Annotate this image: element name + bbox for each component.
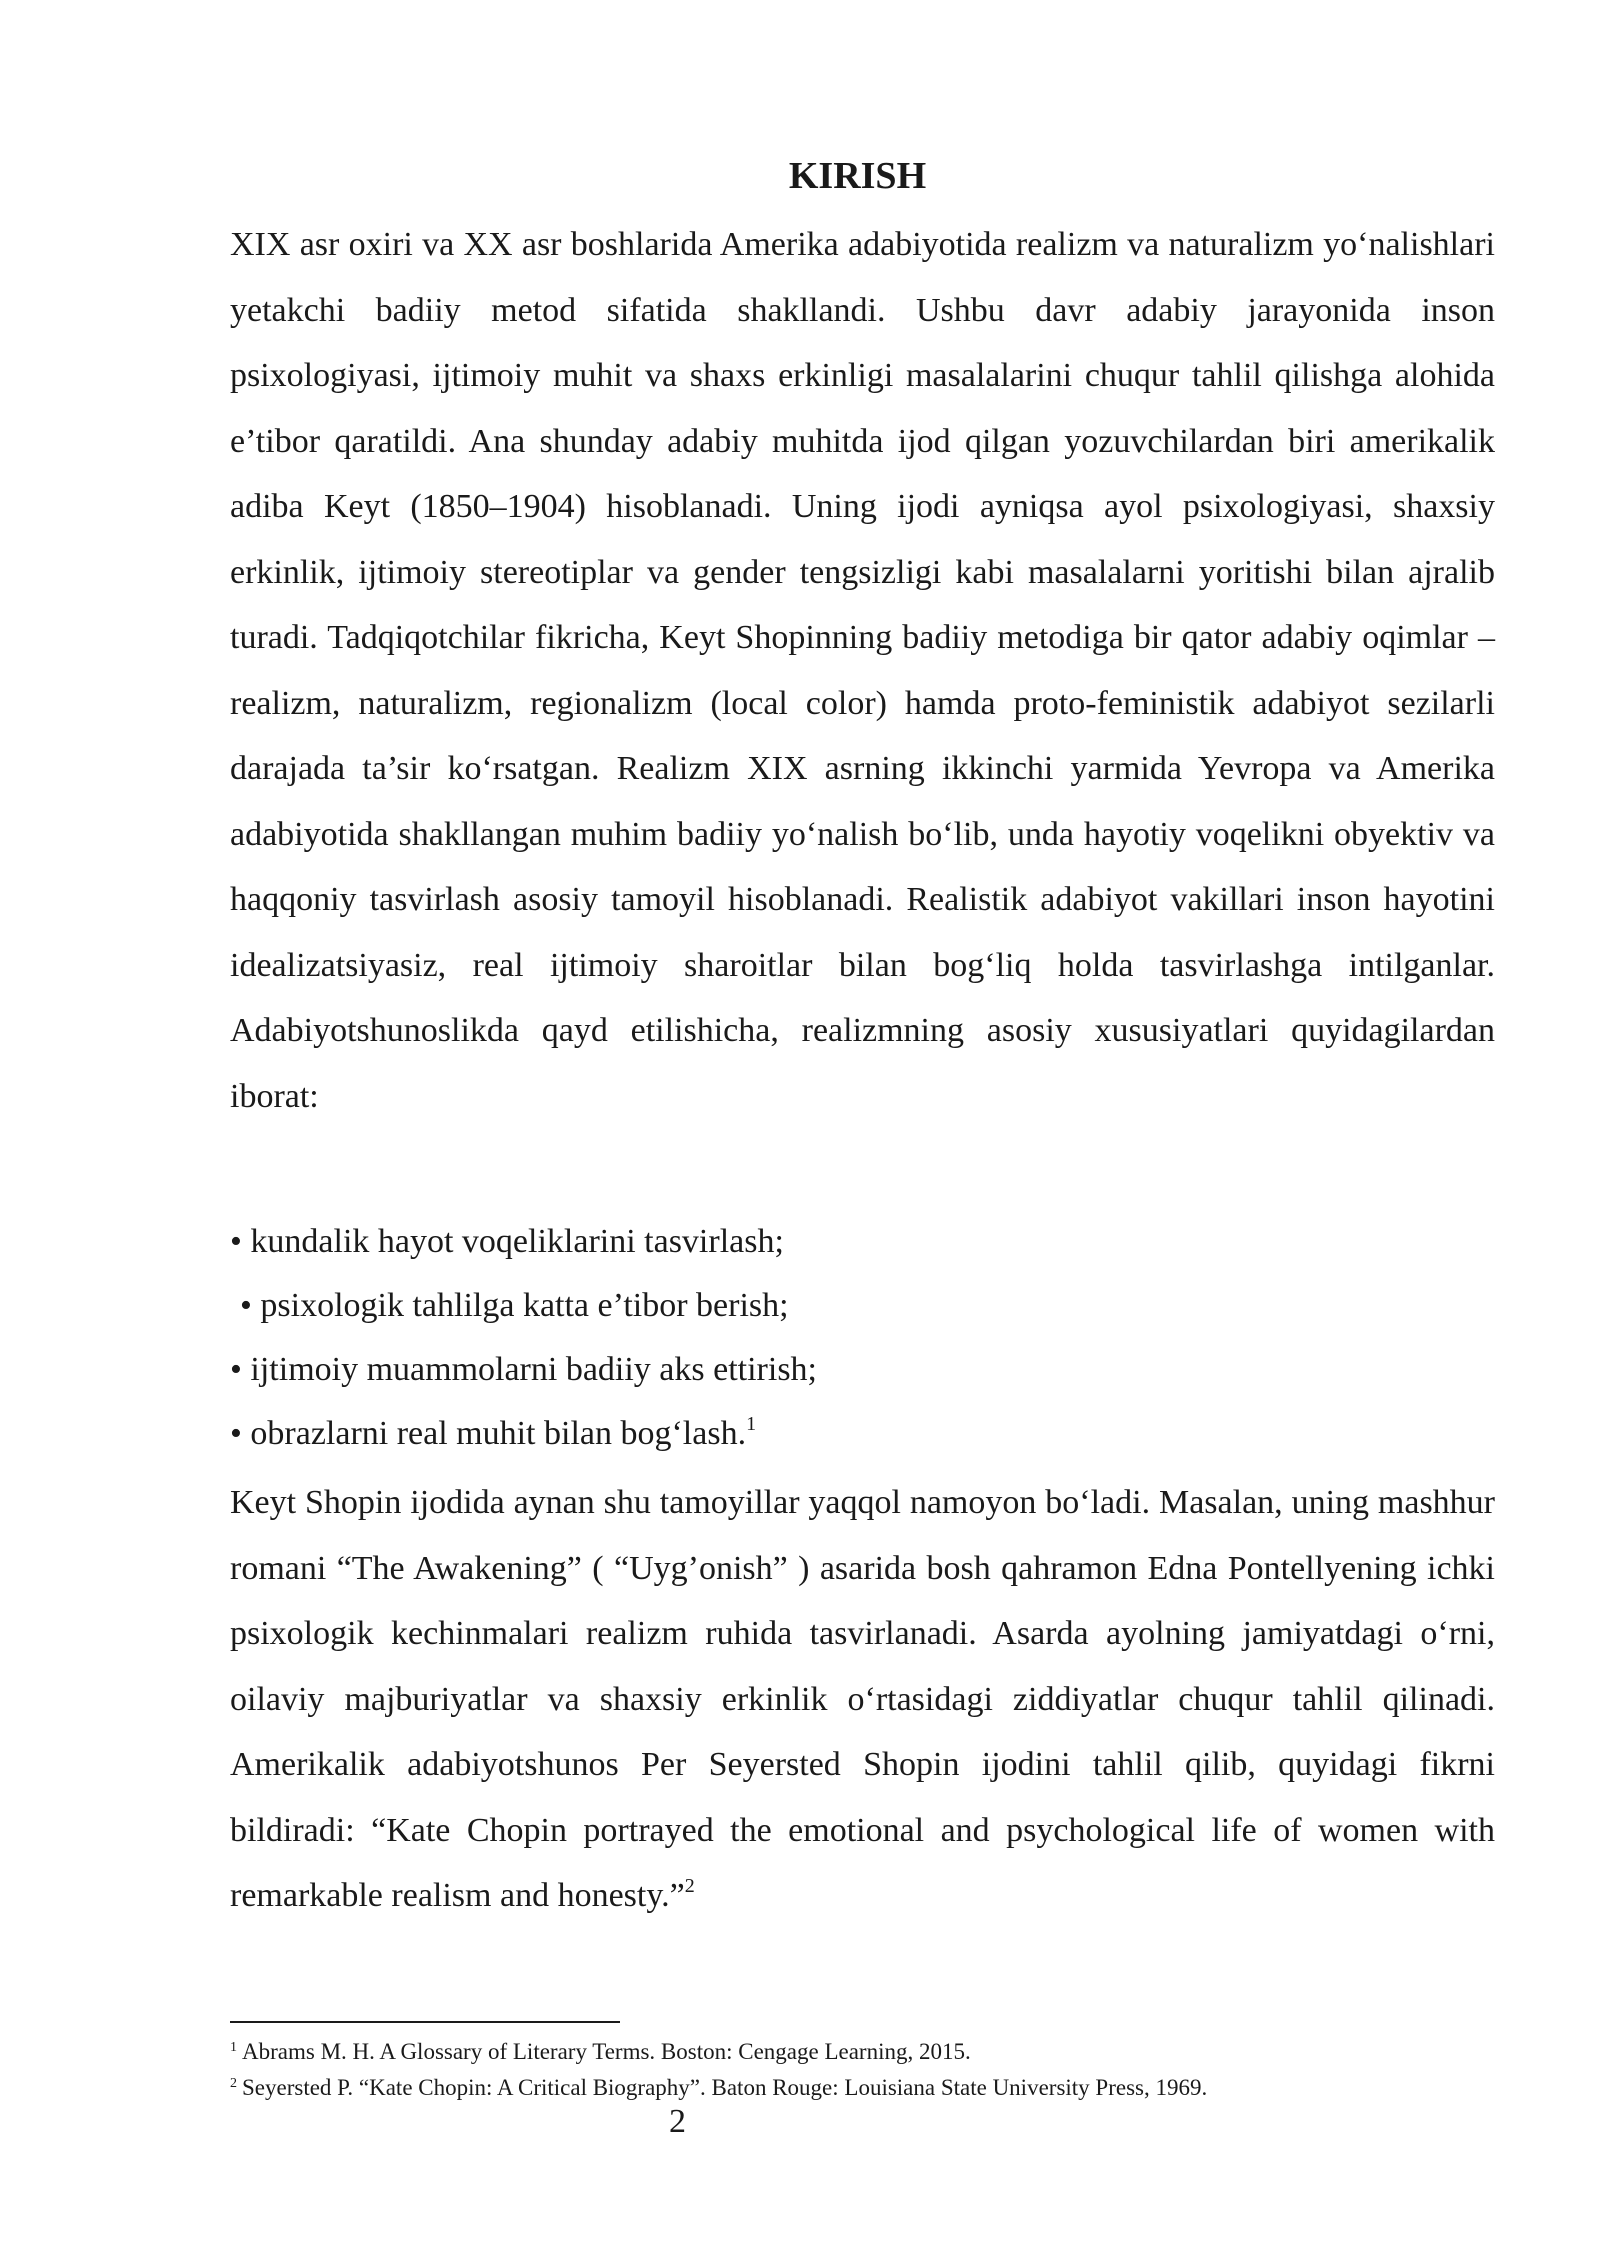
- realism-features-list: [230, 1210, 1495, 1470]
- footnote-ref-2[interactable]: 2: [684, 1875, 695, 1897]
- paragraph-1-text: XIX asr oxiri va XX asr boshlarida Amerika adabiyotida realizm va naturalizm yo‘nalishlari yetakchi badiiy metod sifatida shakllandi. Ushbu davr adabiy jarayonida inson psixologiyasi, ijtimoiy muhit va shaxs erkinligi masalalarini chuqur tahlil qilishga alohida e’tibor qaratildi. Ana shunday adabiy muhitda ijod qilgan yozuvchilardan biri amerikalik adiba Keyt (1850–1904) hisoblanadi. Uning ijodi ayniqsa ayol psixologiyasi, shaxsiy erkinlik, ijtimoiy stereotiplar va gender tengsizligi kabi masalalarni yoritishi bilan ajralib turadi. Tadqiqotchilar fikricha, Keyt Shopinning badiiy metodiga bir qator adabiy oqimlar – realizm, naturalizm, regionalizm (local color) hamda proto-feministik adabiyot sezilarli darajada ta’sir ko‘rsatgan. Realizm XIX asrning ikkinchi yarmida Yevropa va Amerika adabiyotida shakllangan muhim badiiy yo‘nalish bo‘lib, unda hayotiy voqelikni obyektiv va haqqoniy tasvirlash asosiy tamoyil hisoblanadi. Realistik adabiyot vakillari inson hayotini idealizatsiyasiz, real ijtimoiy sharoitlar bilan bog‘liq holda tasvirlashga intilganlar. Adabiyotshunoslikda qayd etilishicha, realizmning asosiy xususiyatlari quyidagilardan iborat:: [230, 226, 1495, 1115]
- list-item: • psixologik tahlilga katta e’tibor berish;: [240, 1287, 789, 1324]
- footnote-ref-1[interactable]: 1: [746, 1413, 757, 1435]
- footnote-text: Seyersted P. “Kate Chopin: A Critical Biography”. Baton Rouge: Louisiana State University Press, 1969.: [242, 2075, 1208, 2100]
- list-item: • ijtimoiy muammolarni badiiy aks ettirish;: [230, 1351, 817, 1388]
- list-item: • obrazlarni real muhit bilan bog‘lash.$^1$: [230, 1413, 757, 1452]
- footnote-number: 1: [230, 2040, 237, 2055]
- body-paragraph-2: [230, 1470, 1495, 1934]
- body-paragraph-1: [230, 212, 1495, 1129]
- list-item: • kundalik hayot voqeliklarini tasvirlash;: [230, 1223, 784, 1260]
- page-number: 2: [669, 2103, 686, 2140]
- footnote-number: 2: [230, 2076, 237, 2091]
- footnote-text: Abrams M. H. A Glossary of Literary Terms. Boston: Cengage Learning, 2015.: [242, 2039, 971, 2064]
- paragraph-2-text: Keyt Shopin ijodida aynan shu tamoyillar yaqqol namoyon bo‘ladi. Masalan, uning mashhur romani “The Awakening” ( “Uyg’onish” ) asarida bosh qahramon Edna Pontellyening ichki psixologik kechinmalari realizm ruhida tasvirlanadi. Asarda ayolning jamiyatdagi o‘rni, oilaviy majburiyatlar va shaxsiy erkinlik o‘rtasidagi ziddiyatlar chuqur tahlil qilinadi. Amerikalik adabiyotshunos Per Seyersted Shopin ijodini tahlil qilib, quyidagi fikrni bildiradi: “Kate Chopin portrayed the emotional and psychological life of women with remarkable realism and honesty.”: [230, 1484, 1495, 1914]
- page-heading: KIRISH: [788, 155, 927, 197]
- footnote-item: [230, 2036, 1530, 2072]
- footnote-separator: [230, 2021, 620, 2023]
